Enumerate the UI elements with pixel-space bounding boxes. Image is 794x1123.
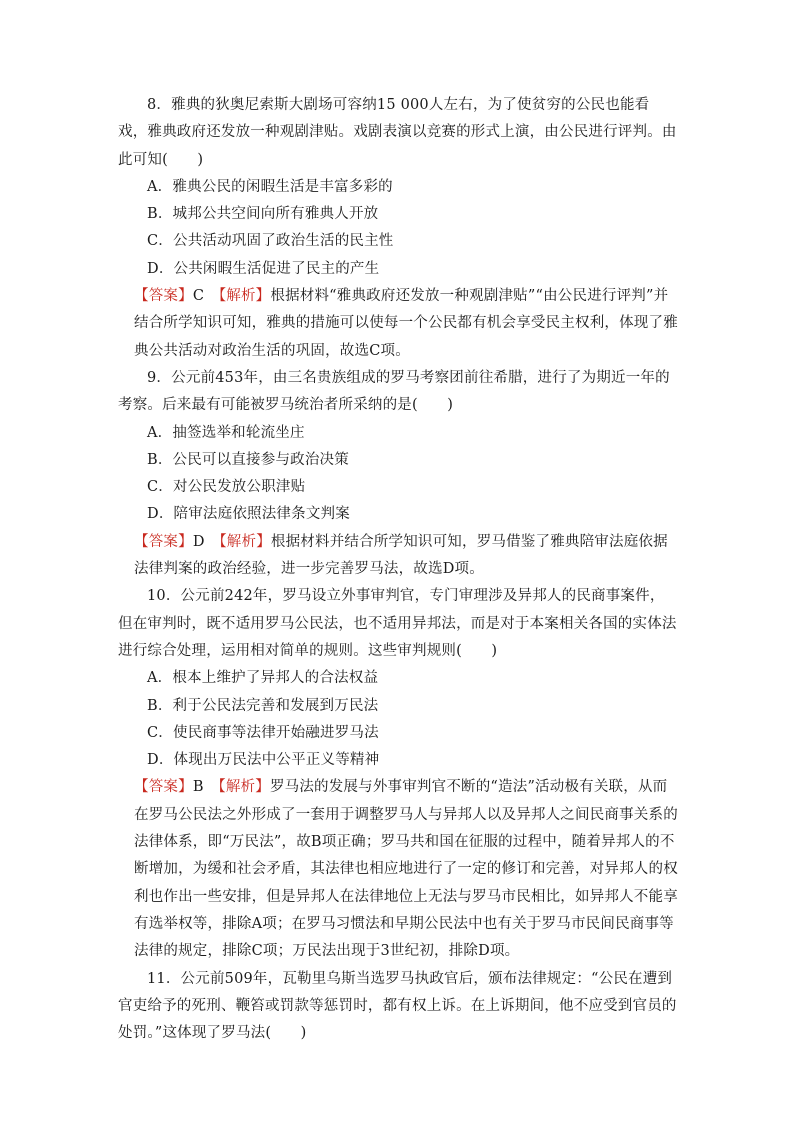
analysis-tag: 【解析】 — [219, 533, 271, 550]
question-9-stem: 9．公元前453年，由三名贵族组成的罗马考察团前往希腊，进行了为期近一年的考察。后来最有可能被罗马统治者所采纳的是( ) — [118, 369, 670, 414]
answer-tag: 【答案】 — [134, 779, 193, 796]
question-10-option-c: C．使民商事等法律开始融进罗马法 — [147, 724, 379, 741]
question-10-answer — [118, 774, 678, 965]
question-10-option-a: A．根本上维护了异邦人的合法权益 — [147, 670, 379, 687]
answer-tag: 【答案】 — [134, 533, 193, 550]
question-8-option-a: A．雅典公民的闲暇生活是丰富多彩的 — [147, 178, 393, 195]
question-9-answer — [118, 529, 678, 584]
question-10-option-b: B．利于公民法完善和发展到万民法 — [147, 697, 379, 714]
question-8-option-b: B．城邦公共空间向所有雅典人开放 — [147, 206, 379, 223]
question-8-answer — [118, 283, 678, 365]
analysis-tag: 【解析】 — [218, 288, 271, 305]
question-9-option-d: D．陪审法庭依照法律条文判案 — [147, 506, 350, 523]
answer-value: D — [192, 533, 220, 550]
document-body — [118, 92, 678, 1047]
question-8-option-c: C．公共活动巩固了政治生活的民主性 — [147, 233, 394, 250]
question-8-option-d: D．公共闲暇生活促进了民主的产生 — [147, 260, 380, 277]
question-10-stem: 10．公元前242年，罗马设立外事审判官，专门审理涉及异邦人的民商事案件，但在审判时，既不适用罗马公民法，也不适用异邦法，而是对于本案相关各国的实体法进行综合处理，运用相对简单的规则。这些审判规则( ) — [118, 588, 677, 659]
analysis-text: 罗马法的发展与外事审判官不断的“造法”活动极有关联，从而在罗马公民法之外形成了一套用于调整罗马人与异邦人以及异邦人之间民商事关系的法律体系，即“万民法”，故B项正确；罗马共和国在征服的过程中，随着异邦人的不断增加，为缓和社会矛盾，其法律也相应地进行了一定的修订和完善，对异邦人的权利也作出一些安排，但是异邦人在法律地位上无法与罗马市民相比，如异邦人不能享有选举权等，排除A项；在罗马习惯法和早期公民法中也有关于罗马市民间民商事等法律的规定，排除C项；万民法出现于3世纪初，排除D项。 — [134, 779, 678, 960]
question-9-option-a: A．抽签选举和轮流坐庄 — [147, 424, 305, 441]
question-9-option-c: C．对公民发放公职津贴 — [147, 479, 306, 496]
question-10-option-d: D．体现出万民法中公平正义等精神 — [147, 752, 380, 769]
question-9-option-b: B．公民可以直接参与政治决策 — [147, 451, 349, 468]
question-11-stem: 11．公元前509年，瓦勒里乌斯当选罗马执政官后，颁布法律规定：“公民在遭到官吏给予的死刑、鞭笞或罚款等惩罚时，都有权上诉。在上诉期间，他不应受到官员的处罚。”这体现了罗马法( ) — [118, 970, 677, 1042]
analysis-text: 根据材料并结合所学知识可知，罗马借鉴了雅典陪审法庭依据法律判案的政治经验，进一步完善罗马法，故选D项。 — [134, 533, 668, 578]
answer-value: C — [192, 288, 219, 305]
answer-tag: 【答案】 — [134, 288, 193, 305]
answer-value: B — [192, 779, 219, 796]
question-8-stem: 8．雅典的狄奥尼索斯大剧场可容纳15 000人左右，为了使贫穷的公民也能看戏，雅典政府还发放一种观剧津贴。戏剧表演以竞赛的形式上演，由公民进行评判。由此可知( ) — [118, 97, 677, 168]
analysis-text: 根据材料“雅典政府还发放一种观剧津贴”“由公民进行评判”并结合所学知识可知，雅典的措施可以使每一个公民都有机会享受民主权利，体现了雅典公共活动对政治生活的巩固，故选C项。 — [134, 288, 678, 359]
analysis-tag: 【解析】 — [218, 779, 270, 796]
